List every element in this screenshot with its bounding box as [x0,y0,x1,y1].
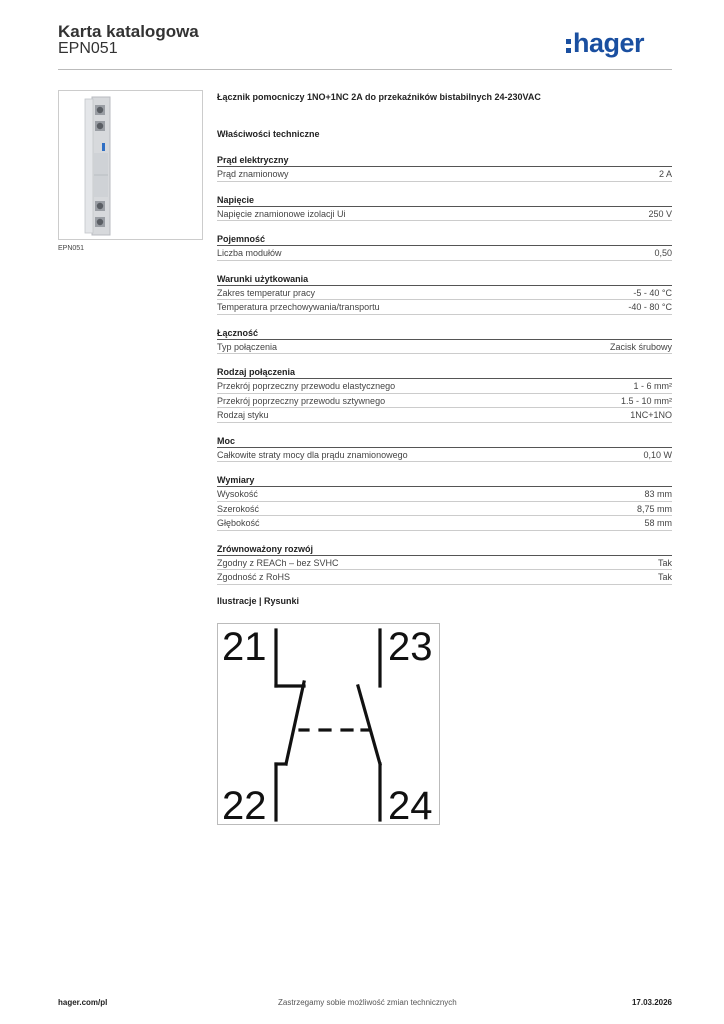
spec-value: 1 - 6 mm² [633,381,672,391]
spec-group-title: Moc [217,434,672,448]
terminal-24-label: 24 [388,784,433,824]
terminal-22-label: 22 [222,784,267,824]
hager-logo[interactable] [566,27,644,59]
spec-group [217,365,672,423]
tech-properties-heading: Właściwości techniczne [217,129,320,139]
spec-group-title: Napięcie [217,193,672,207]
spec-content [217,92,672,606]
spec-group-title: Rodzaj połączenia [217,365,672,379]
illustrations-heading: Ilustracje | Rysunki [217,595,300,606]
spec-value: 1NC+1NO [630,410,672,420]
spec-value: 0,50 [654,248,672,258]
footer-date: 17.03.2026 [631,998,672,1007]
spec-value: 1.5 - 10 mm² [620,395,672,406]
footer-website-link[interactable]: hager.com/pl [58,998,108,1007]
header-divider [58,69,672,70]
spec-label: Wysokość [217,489,258,499]
footer-disclaimer: Zastrzegamy sobie możliwość zmian technicznych [278,998,457,1007]
spec-row [217,167,672,182]
spec-value: Tak [657,557,672,568]
spec-value: -5 - 40 °C [633,287,672,298]
spec-row [217,340,672,355]
spec-label: Zakres temperatur pracy [217,287,316,298]
spec-group [217,473,672,531]
spec-group [217,232,672,261]
product-image [58,90,203,240]
spec-row [217,516,672,531]
spec-group-title: Wymiary [217,473,672,487]
spec-label: Szerokość [217,503,260,514]
terminal-21-label: 21 [222,625,267,669]
spec-row [217,408,672,423]
spec-row [217,502,672,517]
spec-label: Napięcie znamionowe izolacji Ui [217,208,346,219]
spec-group [217,542,672,585]
spec-group-title: Warunki użytkowania [217,272,672,286]
spec-group [217,153,672,182]
spec-label: Rodzaj styku [217,410,269,420]
terminal-23-label: 23 [388,625,433,669]
spec-label: Typ połączenia [217,341,278,352]
spec-value: 58 mm [644,518,672,528]
spec-row [217,300,672,315]
spec-group-title: Prąd elektryczny [217,153,672,167]
spec-row [217,448,672,463]
spec-value: 83 mm [644,489,672,499]
spec-row [217,286,672,301]
spec-group-title: Łączność [217,326,672,340]
logo-dots-icon [566,39,571,53]
spec-label: Głębokość [217,518,260,528]
spec-group [217,434,672,463]
spec-value: 2 A [658,169,672,179]
spec-row [217,394,672,409]
product-image-caption: EPN051 [58,245,85,252]
spec-value: 8,75 mm [636,503,672,514]
spec-label: Liczba modułów [217,248,282,258]
spec-row [217,556,672,571]
auxiliary-contact-icon [59,91,202,239]
spec-value: 250 V [648,208,672,219]
spec-label: Prąd znamionowy [217,169,289,179]
page-title: Karta katalogowa [58,22,199,41]
spec-groups [217,153,672,585]
spec-label: Przekrój poprzeczny przewodu elastycznego [217,381,396,391]
spec-value: Tak [657,572,672,582]
spec-row [217,570,672,585]
spec-group [217,326,672,355]
spec-group-title: Pojemność [217,232,672,246]
spec-value: 0,10 W [643,449,672,460]
spec-label: Temperatura przechowywania/transportu [217,302,380,312]
spec-row [217,246,672,261]
logo-text: hager [573,27,645,58]
spec-row [217,487,672,502]
product-code: EPN051 [58,40,118,57]
spec-row [217,379,672,394]
spec-label: Zgodność z RoHS [217,572,291,582]
spec-group-title: Zrównoważony rozwój [217,542,672,556]
spec-label: Zgodny z REACh – bez SVHC [217,557,339,568]
spec-value: -40 - 80 °C [628,302,672,312]
product-title: Łącznik pomocniczy 1NO+1NC 2A do przekaźników bistabilnych 24-230VAC [217,92,541,102]
spec-group [217,193,672,222]
contact-diagram-icon [218,624,439,824]
wiring-diagram [217,623,440,825]
spec-label: Przekrój poprzeczny przewodu sztywnego [217,395,386,406]
spec-group [217,272,672,315]
spec-label: Całkowite straty mocy dla prądu znamionowego [217,449,408,460]
spec-row [217,207,672,222]
spec-value: Zacisk śrubowy [609,341,672,352]
